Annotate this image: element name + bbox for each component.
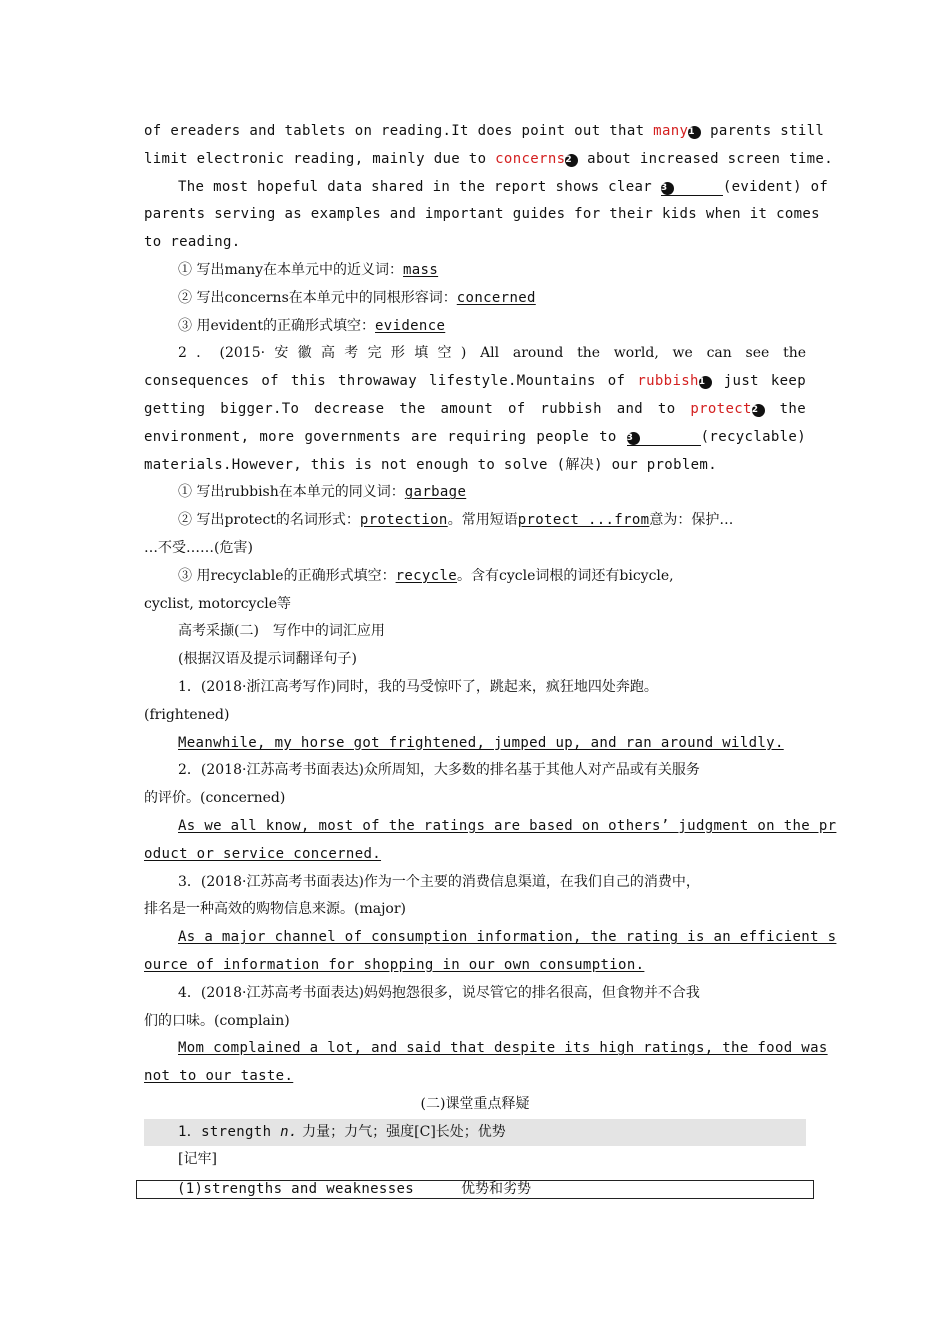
translation-4-answer: Mom complained a lot, and said that despite its high ratings, the food was [178, 1040, 828, 1057]
passage1-line4: parents serving as examples and important guides for their kids when it comes [144, 206, 820, 223]
translation-1-question: 1．(2018·浙江高考写作)同时，我的马受惊吓了，跳起来，疯狂地四处奔跑。 [178, 678, 658, 695]
question2-c: ③ 用recyclable的正确形式填空：recycle。含有cycle词根的词还有bicycle, [178, 567, 674, 584]
phrase-table-row [136, 1180, 814, 1199]
circled-number-1: 1 [699, 376, 712, 389]
section-title: 高考采撷(二) 写作中的词汇应用 [178, 623, 385, 640]
phrase-zh: 优势和劣势 [461, 1181, 531, 1197]
question1-a: ① 写出many在本单元中的近义词：mass [178, 261, 439, 278]
passage2-line2: consequences of this throwaway lifestyle.Mountains of rubbish1 just keep [144, 373, 806, 390]
highlight-word-many: many [653, 123, 689, 139]
translation-2-answer-cont: oduct or service concerned. [144, 845, 382, 862]
answer-garbage: garbage [404, 484, 467, 501]
question2-b: ② 写出protect的名词形式：protection。常用短语protect ...from意为：保护… [178, 512, 734, 529]
answer-concerned: concerned [456, 289, 536, 306]
translation-1-question-cont: (frightened) [144, 706, 230, 723]
translation-3-question: 3．(2018·江苏高考书面表达)作为一个主要的消费信息渠道，在我们自己的消费中， [178, 873, 700, 890]
answer-phrase: protect ...from [517, 512, 650, 529]
section-subtitle: (根据汉语及提示词翻译句子) [178, 651, 357, 668]
translation-3-question-cont: 排名是一种高效的购物信息来源。(major) [144, 901, 407, 918]
passage2-line4: environment, more governments are requiring people to 3 (recyclable) [144, 428, 806, 445]
answer-recycle: recycle [395, 567, 458, 584]
highlight-word-concerns: concerns [495, 150, 566, 167]
circled-number-3: 3 [661, 182, 674, 195]
passage1-line5: to reading. [144, 234, 241, 251]
question2-b-cont: …不受……(危害) [144, 539, 253, 556]
answer-evidence: evidence [375, 317, 446, 334]
fill-blank-3[interactable] [627, 429, 701, 446]
circled-number-1: 1 [688, 126, 701, 139]
answer-mass: mass [403, 261, 439, 278]
translation-3-answer: As a major channel of consumption information, the rating is an efficient s [178, 929, 837, 946]
question1-b: ② 写出concerns在本单元中的同根形容词：concerned [178, 289, 536, 306]
circled-number-2: 2 [565, 154, 578, 167]
translation-2-answer: As we all know, most of the ratings are based on others’ judgment on the pr [178, 817, 837, 834]
passage2-line1: 2．(2015·安徽高考完形填空) All around the world, we can see the [178, 345, 806, 362]
passage1-line1: of ereaders and tablets on reading.It does point out that many1 parents still [144, 123, 825, 139]
highlight-word-rubbish: rubbish [637, 373, 699, 390]
phrase-en: (1)strengths and weaknesses [177, 1181, 415, 1197]
translation-2-question: 2．(2018·江苏高考书面表达)众所周知，大多数的排名基于其他人对产品或有关服务 [178, 762, 700, 779]
fill-blank-3[interactable] [661, 179, 723, 196]
translation-4-question-cont: 们的口味。(complain) [144, 1012, 290, 1029]
translation-4-question: 4．(2018·江苏高考书面表达)妈妈抱怨很多，说尽管它的排名很高，但食物并不合我 [178, 984, 700, 1001]
vocab-item-strength: 1．strength n. 力量；力气；强度[C]长处；优势 [144, 1119, 806, 1147]
passage1-line2: limit electronic reading, mainly due to concerns2 about increased screen time. [144, 150, 833, 167]
answer-protection: protection [359, 512, 448, 529]
question2-a: ① 写出rubbish在本单元的同义词：garbage [178, 484, 467, 501]
passage1-line3: The most hopeful data shared in the report shows clear 3 (evident) of [178, 178, 829, 195]
highlight-word-protect: protect [690, 400, 752, 417]
translation-1-answer: Meanwhile, my horse got frightened, jumped up, and ran around wildly. [178, 734, 784, 751]
translation-3-answer-cont: ource of information for shopping in our own consumption. [144, 956, 645, 973]
passage2-line5: materials.However, this is not enough to solve (解决) our problem. [144, 456, 717, 473]
circled-number-3: 3 [627, 432, 640, 445]
remember-label: [记牢] [178, 1151, 217, 1168]
question1-c: ③ 用evident的正确形式填空：evidence [178, 317, 446, 334]
question2-c-cont: cyclist, motorcycle等 [144, 595, 292, 612]
circled-number-2: 2 [752, 404, 765, 417]
passage2-line3: getting bigger.To decrease the amount of rubbish and to protect2 the [144, 400, 806, 417]
document-page [144, 118, 837, 1174]
translation-2-question-cont: 的评价。(concerned) [144, 790, 286, 807]
translation-4-answer-cont: not to our taste. [144, 1068, 294, 1085]
section3-title: (二)课堂重点释疑 [420, 1095, 530, 1112]
